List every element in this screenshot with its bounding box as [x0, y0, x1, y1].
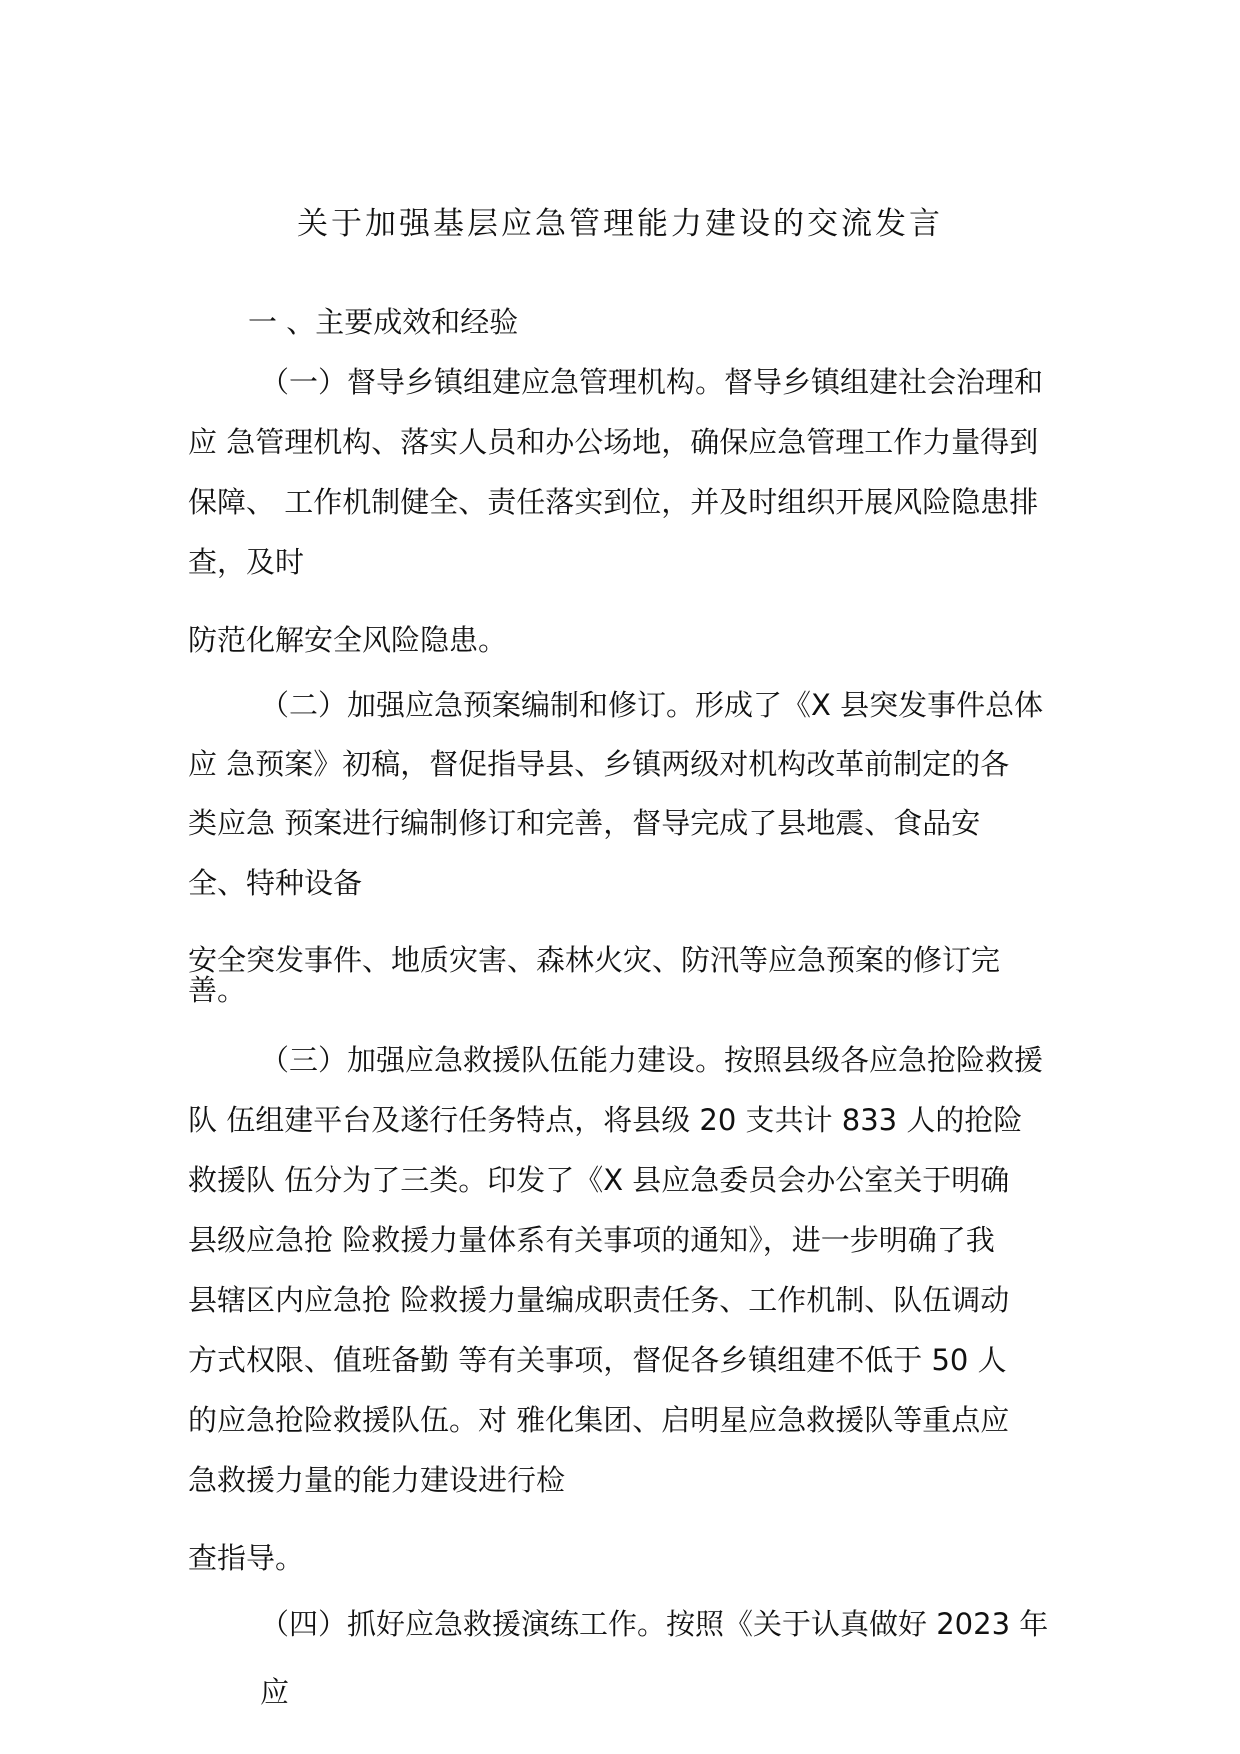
paragraph-3-line-4: 县级应急抢 险救援力量体系有关事项的通知》，进一步明确了我	[188, 1223, 995, 1257]
paragraph-3-line-3: 救援队 伍分为了三类。印发了《X 县应急委员会办公室关于明确	[188, 1163, 1010, 1197]
paragraph-2-line-1: （二）加强应急预案编制和修订。形成了《X 县突发事件总体	[260, 688, 1044, 722]
paragraph-2-line-3: 类应急 预案进行编制修订和完善，督导完成了县地震、食品安	[188, 806, 981, 840]
paragraph-3-line-5: 县辖区内应急抢 险救援力量编成职责任务、工作机制、队伍调动	[188, 1283, 1010, 1317]
paragraph-2-line-2: 应 急预案》初稿，督促指导县、乡镇两级对机构改革前制定的各	[188, 747, 1010, 781]
paragraph-1-line-5: 防范化解安全风险隐患。	[188, 623, 508, 657]
section-heading: 一 、主要成效和经验	[248, 305, 519, 339]
document-title: 关于加强基层应急管理能力建设的交流发言	[297, 206, 943, 242]
paragraph-3-line-9: 查指导。	[188, 1541, 305, 1575]
paragraph-1-line-2: 应 急管理机构、落实人员和办公场地，确保应急管理工作力量得到	[188, 425, 1039, 459]
paragraph-4-line-1: （四）抓好应急救援演练工作。按照《关于认真做好 2023 年	[260, 1607, 1049, 1641]
paragraph-3-line-8: 急救援力量的能力建设进行检	[188, 1463, 566, 1497]
paragraph-3-line-2: 队 伍组建平台及遂行任务特点，将县级 20 支共计 833 人的抢险	[188, 1103, 1023, 1137]
paragraph-1-line-3: 保障、 工作机制健全、责任落实到位，并及时组织开展风险隐患排	[188, 485, 1039, 519]
paragraph-3-line-6: 方式权限、值班备勤 等有关事项，督促各乡镇组建不低于 50 人	[188, 1343, 1007, 1377]
paragraph-2-line-5: 安全突发事件、地质灾害、森林火灾、防汛等应急预案的修订完	[188, 943, 1001, 977]
paragraph-1-line-4: 查，及时	[188, 545, 305, 579]
paragraph-3-line-1: （三）加强应急救援队伍能力建设。按照县级各应急抢险救援	[260, 1043, 1044, 1077]
paragraph-2-line-4: 全、特种设备	[188, 866, 363, 900]
paragraph-4-line-2: 应	[260, 1675, 290, 1709]
paragraph-2-line-6: 善。	[188, 973, 247, 1007]
paragraph-3-line-7: 的应急抢险救援队伍。对 雅化集团、启明星应急救援队等重点应	[188, 1403, 1010, 1437]
paragraph-1-line-1: （一）督导乡镇组建应急管理机构。督导乡镇组建社会治理和	[260, 365, 1044, 399]
